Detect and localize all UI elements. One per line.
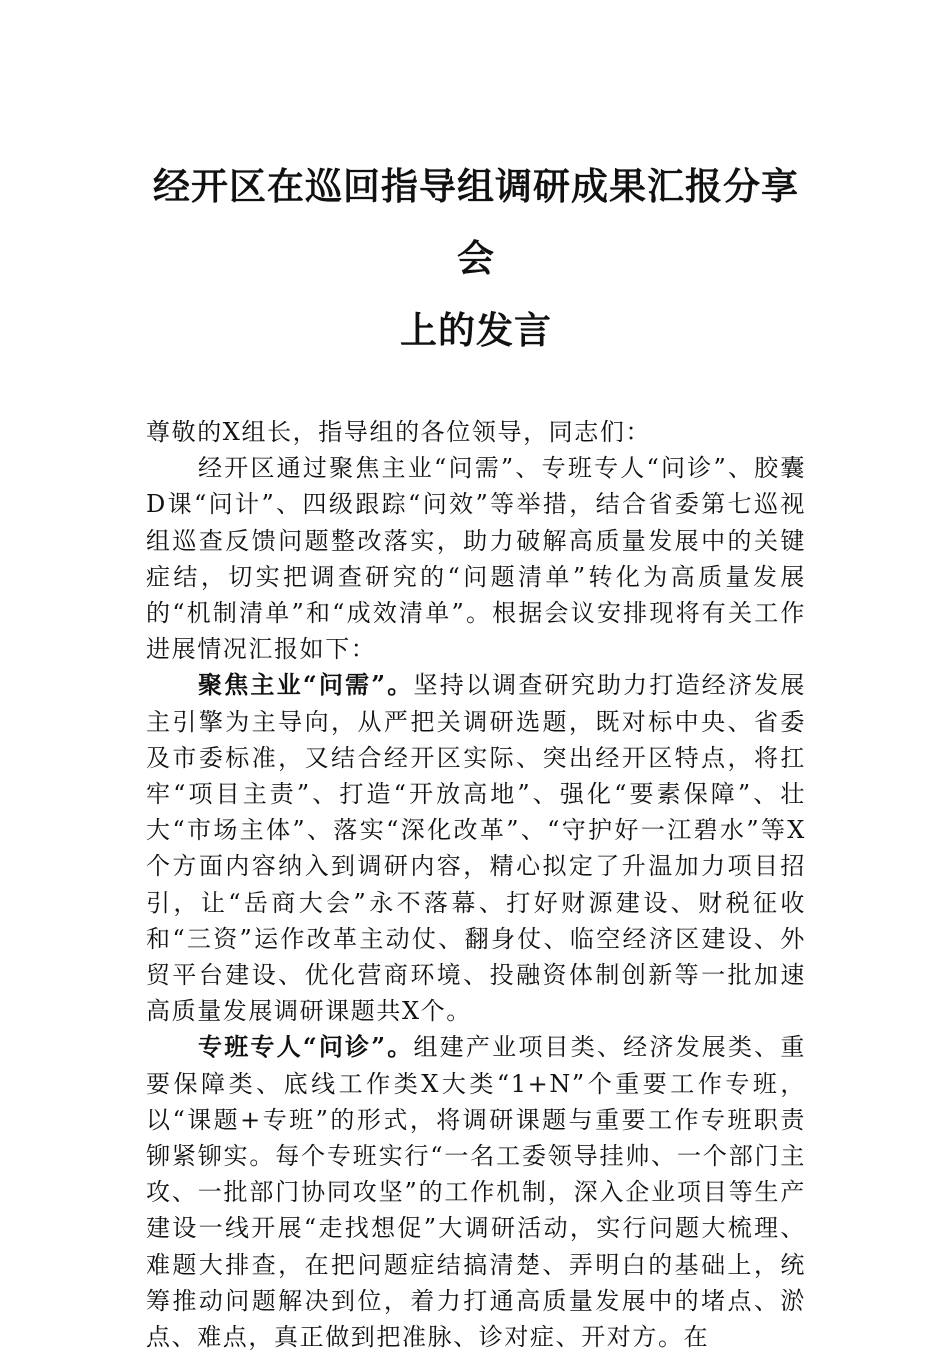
section-heading-1: 聚焦主业“问需”。 [198,670,414,700]
salutation: 尊敬的X组长，指导组的各位领导，同志们： [146,418,652,446]
title-line-1: 经开区在巡回指导组调研成果汇报分享会 [153,164,799,280]
title-line-2: 上的发言 [400,308,552,352]
section-paragraph-1 [146,667,806,1029]
section-text-1: 坚持以调查研究助力打造经济发展主引擎为主导向，从严把关调研选题，既对标中央、省委及市委标准，又结合经开区实际、突出经开区特点，将扛牢“项目主责”、打造“开放高地”、强化“要素保障”、壮大“市场主体”、落实“深化改革”、“守护好一江碧水”等X个方面内容纳入到调研内容，精心拟定了升温加力项目招引，让“岳商大会”永不落幕、打好财源建设、财税征收和“三资”运作改革主动仗、翻身仗、临空经济区建设、外贸平台建设、优化营商环境、投融资体制创新等一批加速高质量发展调研课题共X个。 [146,671,806,1026]
document-body [146,414,806,1355]
intro-paragraph: 经开区通过聚焦主业“问需”、专班专人“问诊”、胶囊D课“问计”、四级跟踪“问效”等举措，结合省委第七巡视组巡查反馈问题整改落实，助力破解高质量发展中的关键症结，切实把调查研究的“问题清单”转化为高质量发展的“机制清单”和“成效清单”。根据会议安排现将有关工作进展情况汇报如下： [146,454,806,664]
section-paragraph-2 [146,1029,806,1355]
document-title [146,150,806,366]
section-text-2: 组建产业项目类、经济发展类、重要保障类、底线工作类X大类“1+N”个重要工作专班，以“课题+专班”的形式，将调研课题与重要工作专班职责铆紧铆实。每个专班实行“一名工委领导挂帅、一个部门主攻、一批部门协同攻坚”的工作机制，深入企业项目等生产建设一线开展“走找想促”大调研活动，实行问题大梳理、难题大排查，在把问题症结搞清楚、弄明白的基础上，统筹推动问题解决到位，着力打通高质量发展中的堵点、淤点、难点，真正做到把准脉、诊对症、开对方。在 [146,1033,806,1352]
document-page [146,150,806,1355]
section-heading-2: 专班专人“问诊”。 [198,1032,414,1062]
